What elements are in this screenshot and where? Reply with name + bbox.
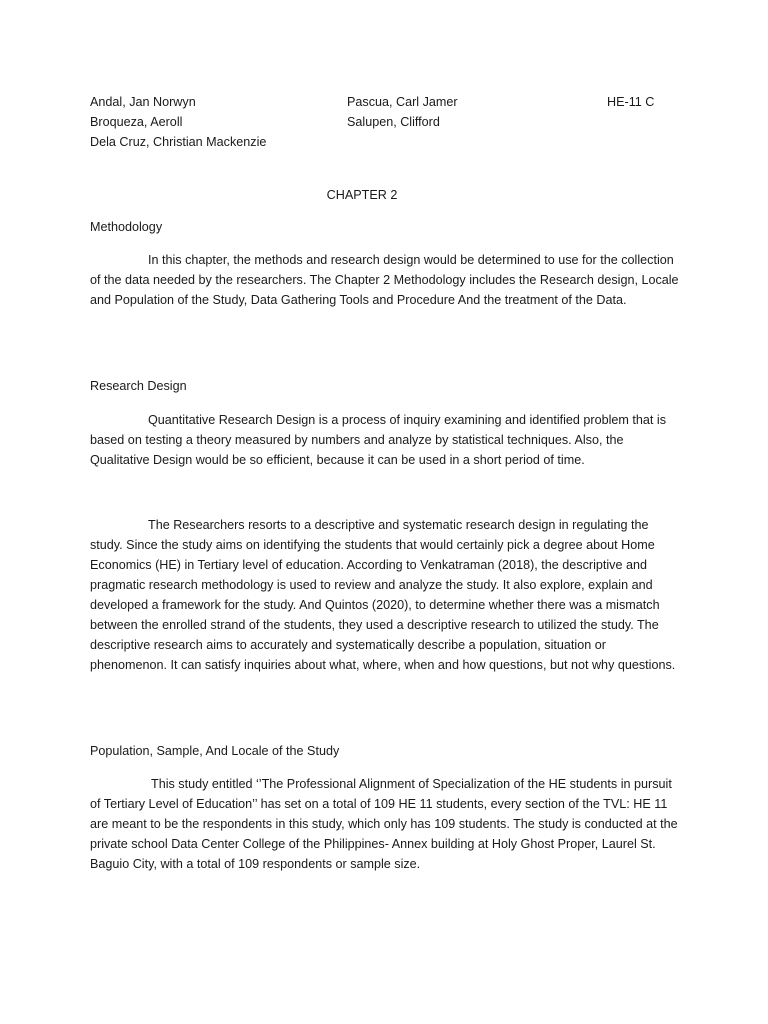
section-label [607, 92, 687, 112]
chapter-title: CHAPTER 2 [326, 188, 398, 202]
author-name: Dela Cruz, Christian Mackenzie [90, 135, 267, 149]
author-name: Pascua, Carl Jamer [347, 95, 458, 109]
author-name: Salupen, Clifford [347, 115, 440, 129]
population-heading: Population, Sample, And Locale of the Study [90, 744, 340, 758]
research-design-paragraph-2: The Researchers resorts to a descriptive and systematic research design in regulating the study. Since the study aims on identifying the students that would certainly pick a degree about Home Economics (HE) in Tertiary level of education. According to Venkatraman (2018), the descriptive and pragmatic research methodology is used to review and analyze the study. It also explore, explain and developed a framework for the study. And Quintos (2020), to determine whether there was a mismatch between the enrolled strand of the students, they used a descriptive research to utilized the study. The descriptive research aims to accurately and systematically describe a population, situation or phenomenon. It can satisfy inquiries about what, where, when and how questions, but not why questions. [90, 518, 676, 672]
research-design-heading: Research Design [90, 379, 187, 393]
author-block [90, 92, 690, 154]
population-paragraph: This study entitled ‘’The Professional Alignment of Specialization of the HE students in pursuit of Tertiary Level of Education’’ has set on a total of 109 HE 11 students, every section of the TVL: HE 11 are meant to be the respondents in this study, which only has 109 students. The study is conducted at the private school Data Center College of the Philippines- Annex building at Holy Ghost Proper, Laurel St. Baguio City, with a total of 109 respondents or sample size. [90, 777, 678, 871]
author-name: Broqueza, Aeroll [90, 115, 183, 129]
section-code: HE-11 C [607, 95, 655, 109]
author-column-left [90, 92, 330, 152]
methodology-heading: Methodology [90, 220, 163, 234]
methodology-paragraph: In this chapter, the methods and research design would be determined to use for the collection of the data needed by the researchers. The Chapter 2 Methodology includes the Research design, Locale and Population of the Study, Data Gathering Tools and Procedure And the treatment of the Data. [90, 253, 679, 307]
research-design-paragraph-1: Quantitative Research Design is a process of inquiry examining and identified problem that is based on testing a theory measured by numbers and analyze by statistical techniques. Also, the Qualitative Design would be so efficient, because it can be used in a short period of time. [90, 413, 667, 467]
author-column-middle [347, 92, 547, 132]
author-name: Andal, Jan Norwyn [90, 95, 196, 109]
